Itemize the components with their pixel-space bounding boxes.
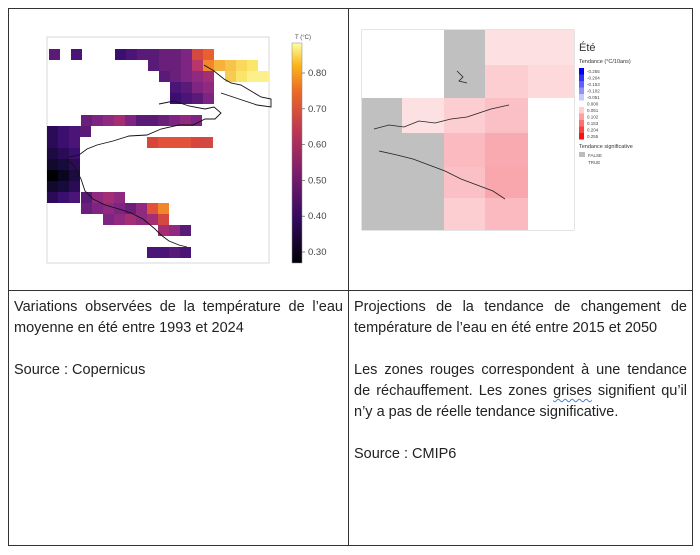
temperature-cell (214, 60, 225, 71)
trend-cell (444, 65, 485, 98)
temperature-cell (192, 60, 203, 71)
temperature-cell (136, 115, 147, 126)
right-map-cell (349, 9, 693, 291)
right-source: Source : CMIP6 (354, 446, 457, 462)
left-map-cell (9, 9, 349, 291)
temperature-cell (180, 115, 191, 126)
temperature-cell (81, 203, 92, 214)
temperature-cell (169, 137, 180, 148)
spellcheck-flagged-word: grises (553, 383, 592, 399)
trend-cell (485, 198, 528, 230)
temperature-cell (158, 214, 169, 225)
temperature-cell (137, 49, 148, 60)
trend-legend-swatch (579, 101, 584, 108)
trend-legend-tick: 0.000 (587, 101, 599, 107)
temperature-cell (158, 203, 169, 214)
temperature-cell (169, 225, 180, 236)
trend-legend-swatch (579, 120, 584, 127)
temperature-cell (69, 192, 80, 203)
right-note-part-b: signifient qu’il n’y a pas de réelle tendance significative. (354, 383, 687, 420)
temperature-cell (58, 148, 69, 159)
temperature-cell (69, 170, 80, 181)
trend-legend-swatch (579, 68, 584, 75)
temperature-cell (159, 49, 170, 60)
temperature-cell (181, 49, 192, 60)
temperature-cell (191, 115, 202, 126)
temperature-cell (236, 60, 247, 71)
trend-cell (528, 167, 574, 198)
trend-legend-swatch (579, 107, 584, 114)
trend-legend-tick: 0.255 (587, 134, 599, 139)
trend-cell (528, 98, 574, 133)
temperature-cell (114, 192, 125, 203)
trend-cell (528, 198, 574, 230)
trend-legend-title: Tendance (°C/10ans) (579, 59, 631, 65)
trend-legend-swatch (579, 94, 584, 101)
temperature-cell (125, 214, 136, 225)
temperature-cell (148, 49, 159, 60)
trend-legend-swatch (579, 114, 584, 121)
left-text-cell (9, 291, 349, 546)
temperature-cell (69, 137, 80, 148)
temperature-cell (170, 71, 181, 82)
temperature-cell (147, 203, 158, 214)
trend-cell (402, 65, 444, 98)
temperature-cell (158, 247, 169, 258)
temperature-cell (58, 181, 69, 192)
colorbar-tick-label: 0.80 (308, 68, 327, 79)
temperature-cell (136, 214, 147, 225)
temperature-cell (92, 115, 103, 126)
temperature-cell (114, 214, 125, 225)
temperature-cell (181, 82, 192, 93)
trend-legend-tick: -0.051 (587, 95, 600, 100)
trend-cell (402, 198, 444, 230)
temperature-cell (192, 49, 203, 60)
trend-cell (402, 98, 444, 133)
temperature-cell (126, 49, 137, 60)
temperature-cell (203, 49, 214, 60)
temperature-cell (169, 115, 180, 126)
trend-map-title: Été (579, 42, 596, 54)
left-source: Source : Copernicus (14, 362, 146, 378)
temperature-cell (180, 225, 191, 236)
signif-false-swatch (579, 152, 585, 157)
temperature-cell (47, 148, 58, 159)
observed-temperature-map (9, 9, 349, 290)
trend-legend-swatch (579, 88, 584, 95)
colorbar-tick-label: 0.50 (308, 175, 327, 187)
right-text-cell (349, 291, 693, 546)
trend-cell (402, 133, 444, 167)
trend-legend-tick: 0.204 (587, 127, 599, 133)
temperature-cell (170, 60, 181, 71)
colorbar-tick-label: 0.30 (308, 247, 327, 258)
trend-legend-swatch (579, 75, 584, 82)
temperature-cell (71, 49, 82, 60)
trend-cell (444, 30, 485, 65)
signif-legend-title: Tendance significative (579, 144, 633, 150)
trend-cell (528, 133, 574, 167)
temperature-cell (47, 170, 58, 181)
trend-legend-swatch (579, 127, 584, 134)
temperature-cell (81, 192, 92, 203)
trend-cell (362, 167, 402, 198)
trend-legend (579, 68, 600, 140)
right-note (354, 360, 687, 423)
colorbar-tick-label: 0.60 (308, 139, 327, 151)
temperature-cell (58, 137, 69, 148)
trend-cell (444, 133, 485, 167)
temperature-cell (203, 71, 214, 82)
temperature-cell (180, 137, 191, 148)
temperature-cell (47, 126, 58, 137)
temperature-cell (180, 247, 191, 258)
right-note-part-a: Les zones rouges correspondent à une tendance de réchauffement. Les zones (354, 362, 687, 399)
trend-legend-tick: -0.204 (587, 75, 600, 81)
trend-cell (485, 98, 528, 133)
temperature-cell (158, 115, 169, 126)
temperature-cell (92, 203, 103, 214)
temperature-cell (136, 203, 147, 214)
temperature-cell (258, 71, 269, 82)
temperature-cell (69, 126, 80, 137)
temperature-cell (47, 181, 58, 192)
trend-legend-tick: 0.051 (587, 108, 599, 113)
temperature-cell (247, 60, 258, 71)
temperature-cell (69, 181, 80, 192)
temperature-cell (47, 137, 58, 148)
trend-cell (485, 65, 528, 98)
temperature-cell (170, 82, 181, 93)
trend-grid (362, 30, 574, 230)
trend-cell (362, 133, 402, 167)
temperature-cell (158, 137, 169, 148)
document-table (8, 8, 693, 546)
colorbar-tick-label: 0.40 (308, 211, 327, 223)
trend-legend-tick: 0.153 (587, 121, 599, 126)
signif-true-label: TRUE (588, 160, 601, 165)
temperature-cell (103, 214, 114, 225)
temperature-cell (203, 82, 214, 93)
temperature-cell (192, 93, 203, 104)
temperature-cell (80, 126, 91, 137)
trend-cell (362, 30, 402, 65)
temperature-cell (58, 159, 69, 170)
temperature-cell (47, 159, 58, 170)
temperature-cell (125, 115, 136, 126)
trend-cell (444, 98, 485, 133)
temperature-cell (158, 225, 169, 236)
temperature-cell (236, 71, 247, 82)
trend-legend-swatch (579, 133, 584, 140)
trend-cell (402, 30, 444, 65)
temperature-cell (69, 159, 80, 170)
temperature-cell (115, 49, 126, 60)
trend-cell (362, 98, 402, 133)
temperature-cell (191, 137, 202, 148)
temperature-cell (181, 60, 192, 71)
temperature-cell (192, 82, 203, 93)
trend-cell (485, 133, 528, 167)
trend-cell (485, 30, 528, 65)
trend-cell (362, 65, 402, 98)
colorbar-title: T (°C) (295, 35, 311, 41)
trend-legend-tick: -0.102 (587, 88, 600, 94)
trend-legend-tick: -0.153 (587, 82, 600, 87)
temperature-colorbar (292, 43, 302, 263)
colorbar-tick-label: 0.70 (308, 103, 327, 115)
right-caption: Projections de la tendance de changement de température de l’eau en été entre 2015 et 2050 (354, 299, 687, 336)
signif-true-swatch (579, 159, 585, 164)
temperature-cell (159, 60, 170, 71)
trend-cell (444, 198, 485, 230)
trend-cell (485, 167, 528, 198)
temperature-cell (147, 115, 158, 126)
temperature-cell (192, 71, 203, 82)
temperature-cell (125, 203, 136, 214)
temperature-cell (202, 137, 213, 148)
projected-trend-map (349, 9, 693, 290)
temperature-cell (103, 192, 114, 203)
temperature-cell (147, 137, 158, 148)
temperature-cell (247, 71, 258, 82)
temperature-cell (58, 170, 69, 181)
temperature-cell (148, 60, 159, 71)
trend-cell (362, 198, 402, 230)
trend-cell (402, 167, 444, 198)
temperature-cell (181, 93, 192, 104)
temperature-cell (103, 115, 114, 126)
trend-legend-swatch (579, 81, 584, 88)
temperature-cell (203, 93, 214, 104)
temperature-cell (81, 115, 92, 126)
temperature-cell (170, 49, 181, 60)
trend-cell (444, 167, 485, 198)
temperature-cell (69, 148, 80, 159)
temperature-cell (181, 71, 192, 82)
colorbar-ticks (302, 68, 327, 258)
temperature-cell (169, 247, 180, 258)
temperature-cell (47, 192, 58, 203)
trend-legend-tick: 0.102 (587, 114, 599, 120)
signif-false-label: FALSE (588, 153, 603, 158)
temperature-cell (159, 71, 170, 82)
temperature-cell (58, 126, 69, 137)
temperature-cell (49, 49, 60, 60)
trend-cell (528, 65, 574, 98)
trend-legend-tick: -0.255 (587, 69, 600, 74)
temperature-cell (58, 192, 69, 203)
temperature-cell (225, 60, 236, 71)
temperature-cell (147, 247, 158, 258)
trend-cell (528, 30, 574, 65)
temperature-cell (114, 115, 125, 126)
left-caption: Variations observées de la température de l’eau moyenne en été entre 1993 et 2024 (14, 299, 343, 336)
